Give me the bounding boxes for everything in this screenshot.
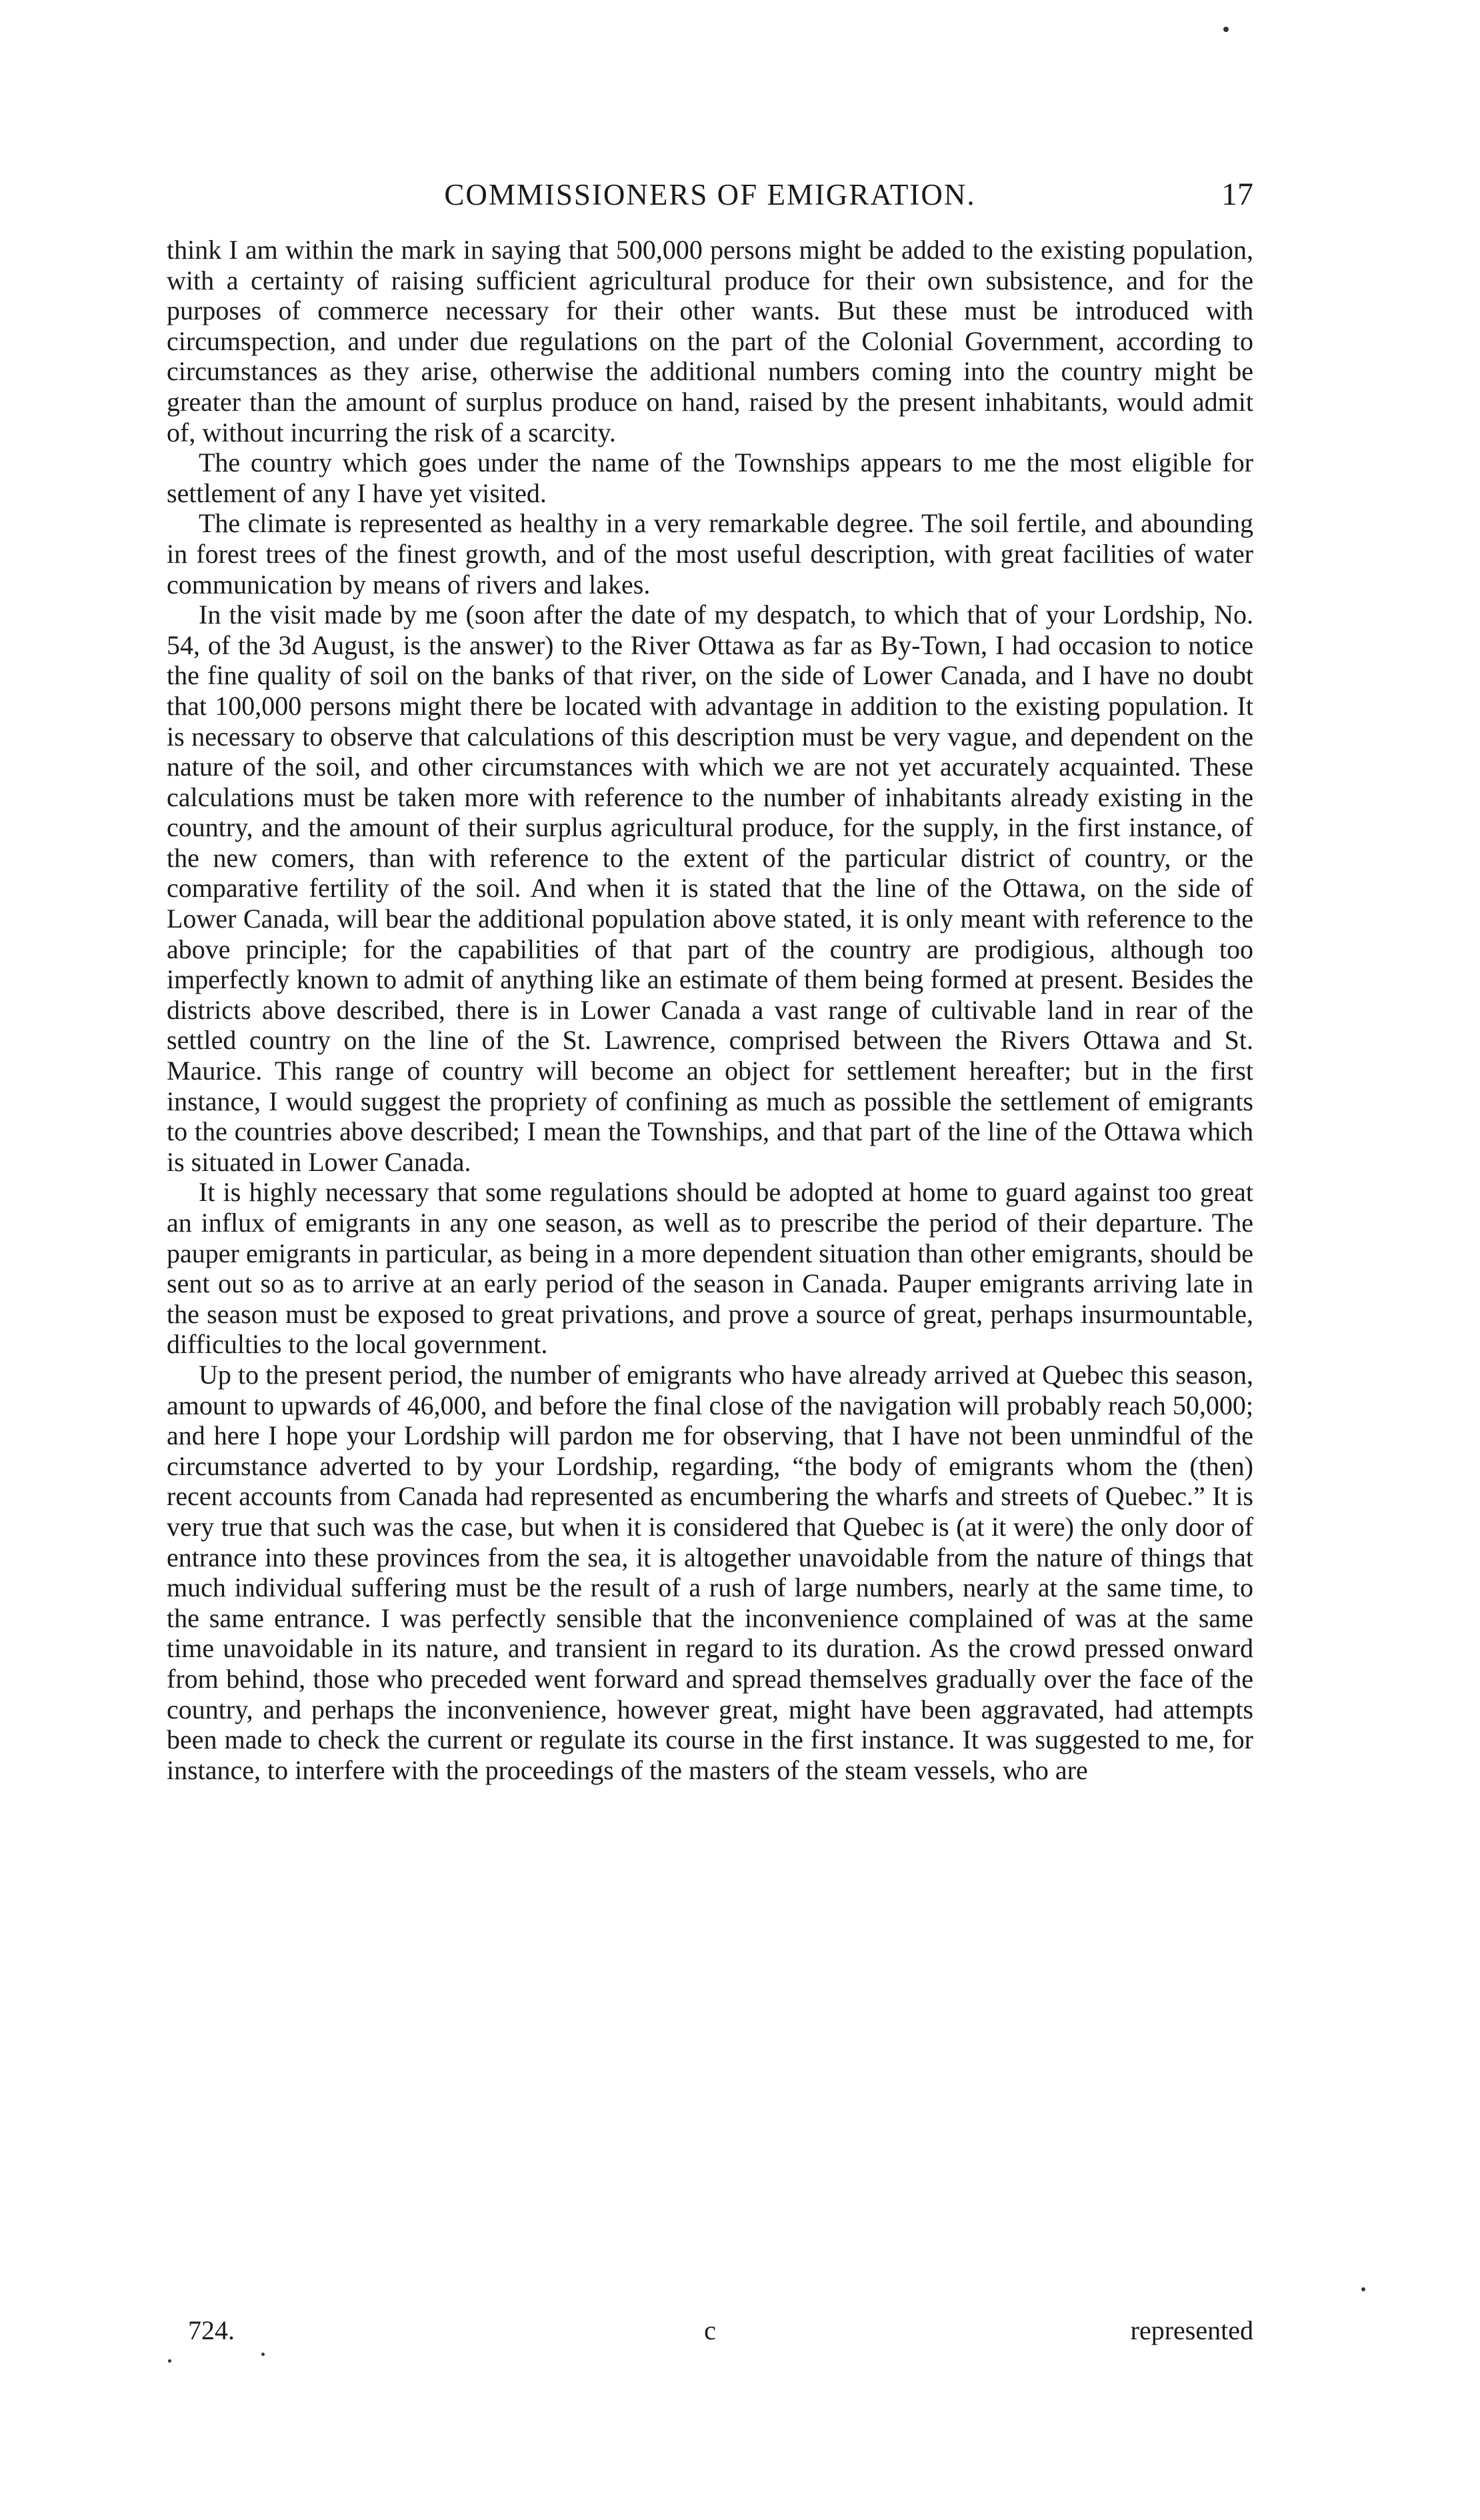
signature-number: 724. [188,2315,235,2345]
paragraph: It is highly necessary that some regulations should be adopted at home to guard against too great an influx of emigrants in any one season, as well as to prescribe the period of their departure. The pauper emigrants in particular, as being in a more dependent situation than other emigrants, should be sent out so as to arrive at an early period of the season in Canada. Pauper emigrants arriving late in the season must be exposed to great privations, and prove a source of great, perhaps insurmountable, difficulties to the local government. [167,1177,1253,1360]
paragraph: The climate is represented as healthy in a very remarkable degree. The soil fertile, and abounding in forest trees of the finest growth, and of the most useful description, with great facilities of water communication by means of rivers and lakes. [167,508,1253,599]
running-head [167,175,1253,215]
catchword: represented [1130,2315,1253,2345]
running-title: COMMISSIONERS OF EMIGRATION. [444,178,976,211]
signature-mark: c [704,2315,716,2345]
page-footer [167,2314,1253,2347]
body-text [167,235,1253,1785]
ink-speck [261,2353,265,2356]
ink-speck [1223,27,1229,32]
paragraph: In the visit made by me (soon after the date of my despatch, to which that of your Lordship, No. 54, of the 3d August, is the answer) to the River Ottawa as far as By-Town, I had occasion to notice the fine quality of soil on the banks of that river, on the side of Lower Canada, and I have no doubt that 100,000 persons might there be located with advantage in addition to the existing population. It is necessary to observe that calculations of this description must be very vague, and dependent on the nature of the soil, and other circumstances with which we are not yet accurately acquainted. These calculations must be taken more with reference to the number of inhabitants already existing in the country, and the amount of their surplus agricultural produce, for the supply, in the first instance, of the new comers, than with reference to the extent of the particular district of country, or the comparative fertility of the soil. And when it is stated that the line of the Ottawa, on the side of Lower Canada, will bear the additional population above stated, it is only meant with reference to the above principle; for the capabilities of that part of the country are prodigious, although too imperfectly known to admit of anything like an estimate of them being formed at present. Besides the districts above described, there is in Lower Canada a vast range of cultivable land in rear of the settled country on the line of the St. Lawrence, comprised between the Rivers Ottawa and St. Maurice. This range of country will become an object for settlement hereafter; but in the first instance, I would suggest the propriety of confining as much as possible the settlement of emigrants to the countries above described; I mean the Townships, and that part of the line of the Ottawa which is situated in Lower Canada. [167,599,1253,1177]
paragraph: Up to the present period, the number of emigrants who have already arrived at Quebec this season, amount to upwards of 46,000, and before the final close of the navigation will probably reach 50,000; and here I hope your Lordship will pardon me for observing, that I have not been unmindful of the circumstance adverted to by your Lordship, regarding, “the body of emigrants whom the (then) recent accounts from Canada had represented as encumbering the wharfs and streets of Quebec.” It is very true that such was the case, but when it is considered that Quebec is (at it were) the only door of entrance into these provinces from the sea, it is altogether unavoidable from the nature of things that much individual suffering must be the result of a rush of large numbers, nearly at the same time, to the same entrance. I was perfectly sensible that the inconvenience complained of was at the same time unavoidable in its nature, and transient in regard to its duration. As the crowd pressed onward from behind, those who preceded went forward and spread themselves gradually over the face of the country, and perhaps the inconvenience, however great, might have been aggravated, had attempts been made to check the current or regulate its course in the first instance. It was suggested to me, for instance, to interfere with the proceedings of the masters of the steam vessels, who are [167,1359,1253,1785]
paragraph: think I am within the mark in saying that 500,000 persons might be added to the existing population, with a certainty of raising sufficient agricultural produce for their own subsistence, and for the purposes of commerce necessary for their other wants. But these must be introduced with circumspection, and under due regulations on the part of the Colonial Government, according to circumstances as they arise, otherwise the additional numbers coming into the country might be greater than the amount of surplus produce on hand, raised by the present inhabitants, would admit of, without incurring the risk of a scarcity. [167,235,1253,447]
ink-speck [1361,2287,1365,2291]
page-number: 17 [1221,177,1253,212]
paragraph: The country which goes under the name of the Townships appears to me the most eligible for settlement of any I have yet visited. [167,447,1253,508]
ink-speck [168,2359,171,2363]
